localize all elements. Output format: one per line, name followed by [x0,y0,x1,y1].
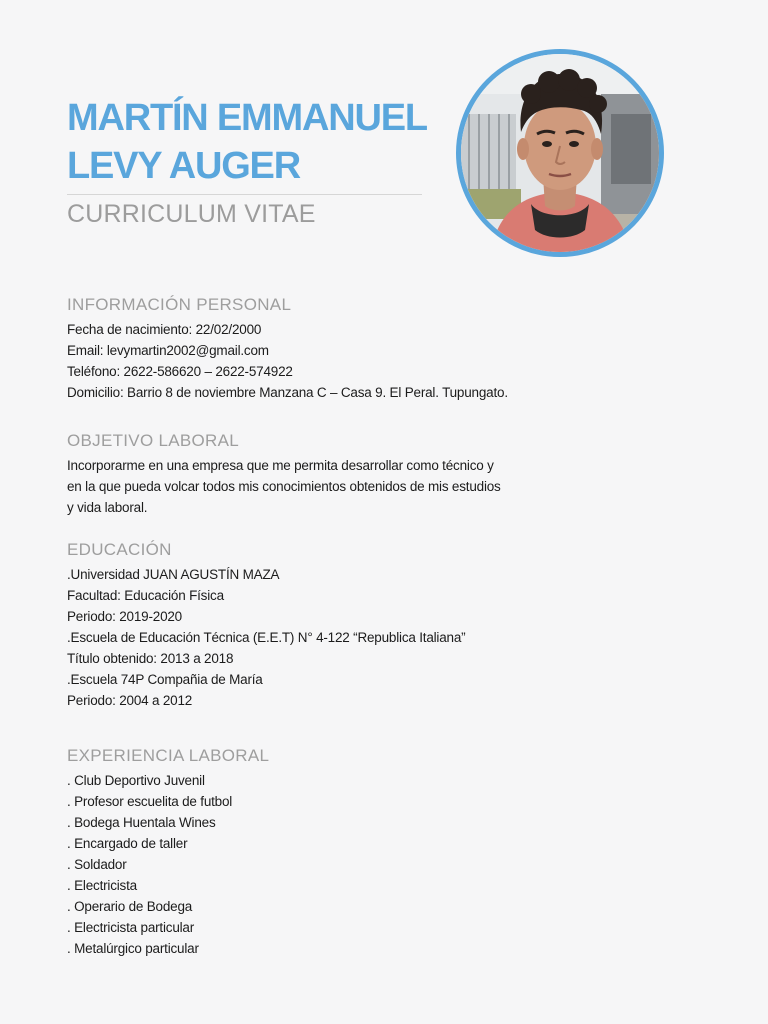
phone: Teléfono: 2622-586620 – 2622-574922 [67,364,293,379]
list-item: . Electricista particular [67,920,195,935]
experience-list [67,770,687,959]
list-item: Periodo: 2004 a 2012 [67,693,193,708]
list-item: . Bodega Huentala Wines [67,815,216,830]
personal-info-section [67,294,687,403]
experience-section [67,745,687,959]
list-item: . Soldador [67,857,127,872]
title-divider [67,194,422,195]
list-item: Título obtenido: 2013 a 2018 [67,651,234,666]
personal-info-title: INFORMACIÓN PERSONAL [67,295,292,314]
list-item: . Electricista [67,878,137,893]
list-item: . Operario de Bodega [67,899,193,914]
document-subtitle: CURRICULUM VITAE [67,200,316,228]
education-title: EDUCACIÓN [67,540,172,559]
list-item: Facultad: Educación Física [67,588,224,603]
objective-section [67,430,687,518]
full-name [67,94,447,190]
list-item: . Metalúrgico particular [67,941,199,956]
personal-info-list [67,319,687,403]
birth-date: Fecha de nacimiento: 22/02/2000 [67,322,262,337]
profile-photo [456,49,664,257]
list-item: . Club Deportivo Juvenil [67,773,205,788]
objective-text [67,455,537,518]
list-item: . Profesor escuelita de futbol [67,794,233,809]
email: Email: levymartin2002@gmail.com [67,343,269,358]
name-line-2: LEVY AUGER [67,145,300,187]
objective-line: y vida laboral. [67,500,148,515]
list-item: .Escuela 74P Compañia de María [67,672,263,687]
education-section [67,539,687,711]
experience-title: EXPERIENCIA LABORAL [67,746,270,765]
portrait-image [461,54,659,252]
list-item: . Encargado de taller [67,836,188,851]
education-list [67,564,687,711]
objective-line: en la que pueda volcar todos mis conocimientos obtenidos de mis estudios [67,479,501,494]
name-line-1: MARTÍN EMMANUEL [67,97,427,139]
address: Domicilio: Barrio 8 de noviembre Manzana C – Casa 9. El Peral. Tupungato. [67,385,508,400]
list-item: Periodo: 2019-2020 [67,609,182,624]
objective-line: Incorporarme en una empresa que me permita desarrollar como técnico y [67,458,494,473]
objective-title: OBJETIVO LABORAL [67,431,240,450]
list-item: .Universidad JUAN AGUSTÍN MAZA [67,567,280,582]
list-item: .Escuela de Educación Técnica (E.E.T) N° 4-122 “Republica Italiana” [67,630,466,645]
